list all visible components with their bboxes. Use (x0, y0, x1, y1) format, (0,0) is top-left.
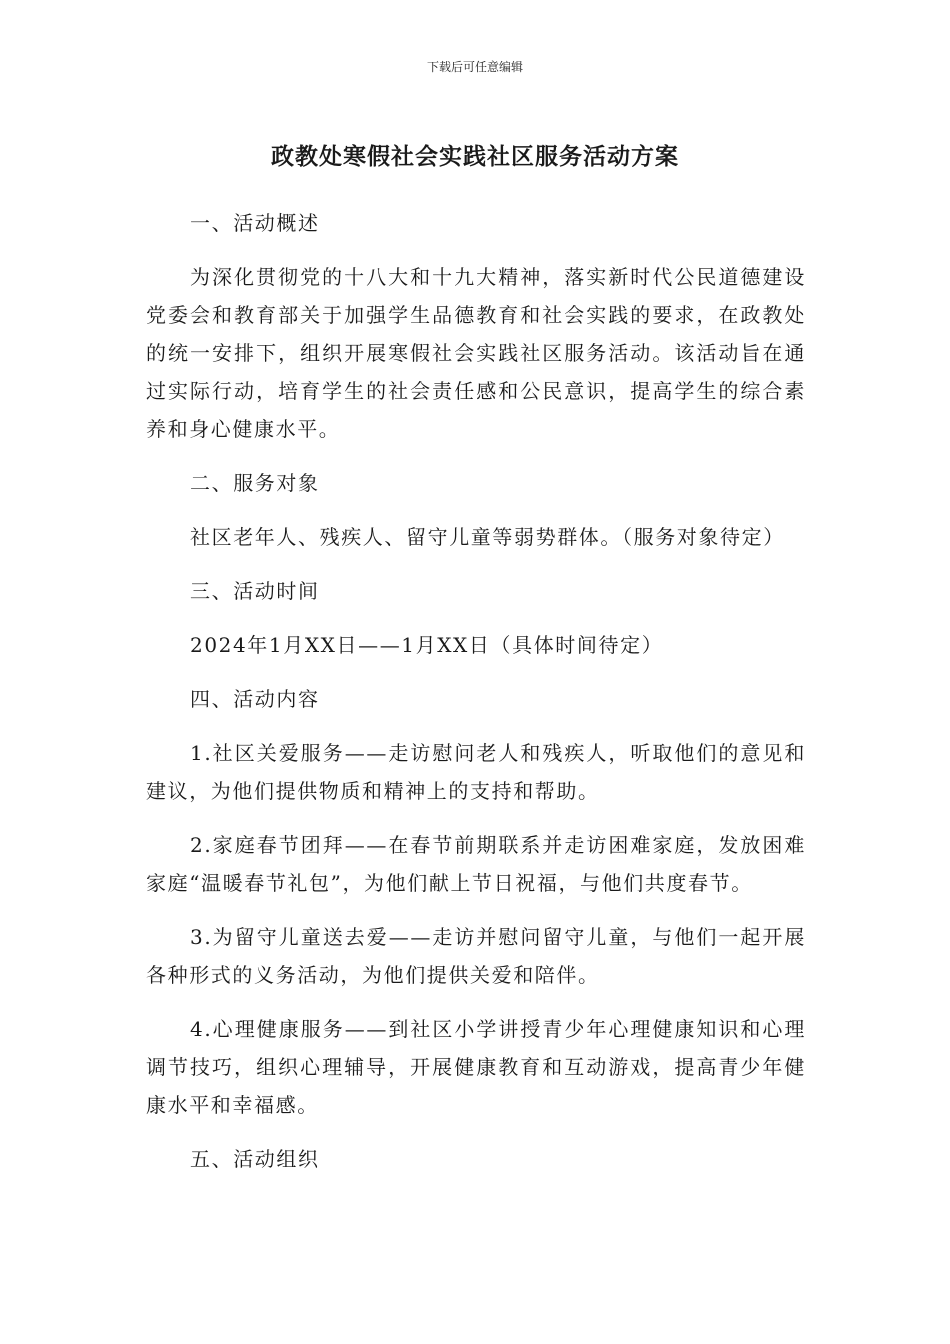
section-heading: 一、活动概述 (190, 211, 320, 235)
section-paragraph: 1.社区关爱服务——走访慰问老人和残疾人，听取他们的意见和建议，为他们提供物质和精神上的支持和帮助。 (146, 741, 806, 803)
section-heading: 四、活动内容 (190, 687, 320, 711)
section-activity-organization (146, 1140, 806, 1178)
section-heading: 二、服务对象 (190, 471, 320, 495)
section-heading: 五、活动组织 (190, 1147, 320, 1171)
section-paragraph: 2024年1月XX日——1月XX日（具体时间待定） (190, 633, 664, 657)
section-activity-time (146, 572, 806, 664)
section-paragraph: 2.家庭春节团拜——在春节前期联系并走访困难家庭，发放困难家庭“温暖春节礼包”，为他们献上节日祝福，与他们共度春节。 (146, 833, 806, 895)
header-note: 下载后可任意编辑 (426, 60, 523, 74)
section-overview (146, 204, 806, 448)
section-paragraph: 3.为留守儿童送去爱——走访并慰问留守儿童，与他们一起开展各种形式的义务活动，为他们提供关爱和陪伴。 (146, 925, 806, 987)
document-title: 政教处寒假社会实践社区服务活动方案 (271, 144, 679, 170)
section-heading: 三、活动时间 (190, 579, 320, 603)
section-activity-content (146, 680, 806, 1124)
section-paragraph: 社区老年人、残疾人、留守儿童等弱势群体。（服务对象待定） (190, 525, 785, 549)
document-body (146, 204, 806, 1194)
section-paragraph: 4.心理健康服务——到社区小学讲授青少年心理健康知识和心理调节技巧，组织心理辅导，开展健康教育和互动游戏，提高青少年健康水平和幸福感。 (146, 1017, 806, 1117)
section-paragraph: 为深化贯彻党的十八大和十九大精神，落实新时代公民道德建设党委会和教育部关于加强学生品德教育和社会实践的要求，在政教处的统一安排下，组织开展寒假社会实践社区服务活动。该活动旨在通过实际行动，培育学生的社会责任感和公民意识，提高学生的综合素养和身心健康水平。 (146, 265, 806, 441)
section-service-targets (146, 464, 806, 556)
